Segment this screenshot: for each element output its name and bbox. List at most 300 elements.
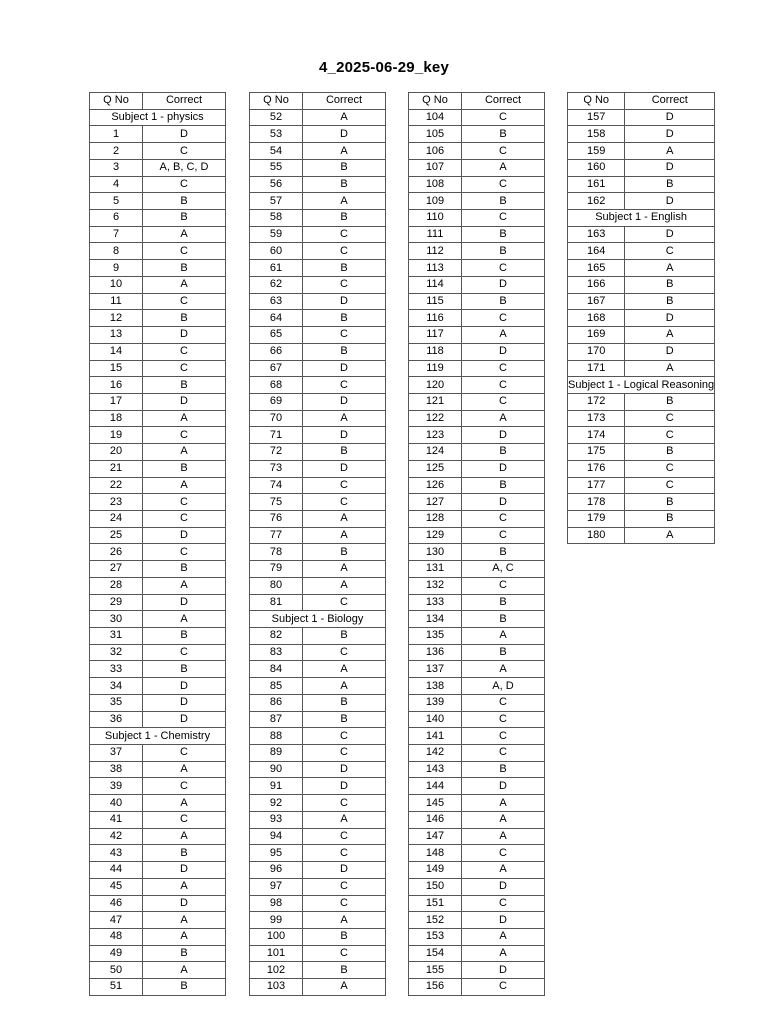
question-number: 176 (568, 460, 625, 477)
correct-answer: B (625, 276, 715, 293)
question-number: 162 (568, 193, 625, 210)
correct-answer: B (462, 293, 545, 310)
correct-answer: A (303, 109, 386, 126)
question-number: 70 (250, 410, 303, 427)
table-row (409, 644, 545, 661)
table-row (90, 427, 226, 444)
question-number: 35 (90, 694, 143, 711)
table-row (250, 561, 386, 578)
question-number: 120 (409, 377, 462, 394)
table-row (250, 761, 386, 778)
question-number: 123 (409, 427, 462, 444)
question-number: 21 (90, 460, 143, 477)
correct-answer: B (625, 293, 715, 310)
question-number: 173 (568, 410, 625, 427)
question-number: 32 (90, 644, 143, 661)
question-number: 107 (409, 159, 462, 176)
table-row (568, 510, 715, 527)
correct-answer: A (143, 444, 226, 461)
correct-answer: B (303, 628, 386, 645)
question-number: 42 (90, 828, 143, 845)
correct-answer: B (303, 176, 386, 193)
table-row (250, 644, 386, 661)
answer-key-table-3 (408, 92, 545, 996)
table-row (409, 260, 545, 277)
question-number: 22 (90, 477, 143, 494)
question-number: 23 (90, 494, 143, 511)
table-row (568, 276, 715, 293)
table-row (250, 494, 386, 511)
question-number: 79 (250, 561, 303, 578)
question-number: 15 (90, 360, 143, 377)
correct-answer: C (462, 845, 545, 862)
question-number: 69 (250, 393, 303, 410)
correct-answer: C (462, 310, 545, 327)
question-number: 92 (250, 795, 303, 812)
table-row (250, 377, 386, 394)
question-number: 54 (250, 143, 303, 160)
question-number: 87 (250, 711, 303, 728)
table-row (90, 343, 226, 360)
correct-answer: B (143, 561, 226, 578)
correct-answer: C (143, 544, 226, 561)
table-row (568, 427, 715, 444)
question-number: 134 (409, 611, 462, 628)
question-number: 175 (568, 444, 625, 461)
question-number: 135 (409, 628, 462, 645)
correct-answer: A (303, 678, 386, 695)
question-number: 131 (409, 561, 462, 578)
table-row (409, 728, 545, 745)
table-row (90, 293, 226, 310)
table-row (409, 862, 545, 879)
table-row (90, 845, 226, 862)
question-number: 106 (409, 143, 462, 160)
table-row (568, 410, 715, 427)
correct-answer: C (143, 176, 226, 193)
table-row (90, 527, 226, 544)
correct-answer: B (143, 845, 226, 862)
table-row (409, 193, 545, 210)
question-number: 171 (568, 360, 625, 377)
correct-answer: A (303, 577, 386, 594)
table-row (409, 126, 545, 143)
table-row (568, 360, 715, 377)
correct-answer: D (303, 360, 386, 377)
question-number: 51 (90, 979, 143, 996)
table-row (90, 962, 226, 979)
table-row (90, 360, 226, 377)
question-number: 126 (409, 477, 462, 494)
table-row (409, 310, 545, 327)
table-row (409, 444, 545, 461)
correct-answer: C (303, 845, 386, 862)
correct-answer: B (143, 260, 226, 277)
table-row (250, 878, 386, 895)
question-number: 96 (250, 862, 303, 879)
question-number: 72 (250, 444, 303, 461)
question-number: 101 (250, 945, 303, 962)
question-number: 94 (250, 828, 303, 845)
table-row (568, 176, 715, 193)
table-row (90, 761, 226, 778)
correct-answer: B (462, 126, 545, 143)
question-number: 147 (409, 828, 462, 845)
correct-answer: C (303, 728, 386, 745)
correct-answer: A (462, 410, 545, 427)
question-number: 37 (90, 745, 143, 762)
table-row (409, 711, 545, 728)
table-row (568, 494, 715, 511)
question-number: 61 (250, 260, 303, 277)
table-row (250, 862, 386, 879)
question-number: 20 (90, 444, 143, 461)
question-number: 142 (409, 745, 462, 762)
table-row (250, 745, 386, 762)
question-number: 100 (250, 928, 303, 945)
question-number: 139 (409, 694, 462, 711)
question-number: 41 (90, 811, 143, 828)
question-number: 150 (409, 878, 462, 895)
question-number: 73 (250, 460, 303, 477)
question-number: 58 (250, 210, 303, 227)
correct-answer: D (143, 678, 226, 695)
question-number: 128 (409, 510, 462, 527)
table-row (90, 393, 226, 410)
question-number: 127 (409, 494, 462, 511)
question-number: 138 (409, 678, 462, 695)
correct-answer: C (462, 711, 545, 728)
correct-answer: B (462, 761, 545, 778)
correct-answer: B (303, 694, 386, 711)
table-row (90, 711, 226, 728)
table-row (250, 109, 386, 126)
correct-answer: A (303, 193, 386, 210)
question-number: 174 (568, 427, 625, 444)
table-row (90, 678, 226, 695)
correct-answer: A (462, 862, 545, 879)
question-number: 74 (250, 477, 303, 494)
question-number: 45 (90, 878, 143, 895)
correct-answer: D (625, 226, 715, 243)
table-row (409, 678, 545, 695)
table-row (409, 143, 545, 160)
table-row (250, 477, 386, 494)
table-row (90, 310, 226, 327)
table-row (250, 711, 386, 728)
table-row (409, 912, 545, 929)
table-row (250, 828, 386, 845)
correct-answer: B (303, 159, 386, 176)
question-number: 40 (90, 795, 143, 812)
question-number: 82 (250, 628, 303, 645)
table-row (568, 327, 715, 344)
question-number: 165 (568, 260, 625, 277)
question-number: 129 (409, 527, 462, 544)
question-number: 115 (409, 293, 462, 310)
correct-answer: C (143, 427, 226, 444)
correct-answer: C (462, 728, 545, 745)
correct-answer: B (462, 444, 545, 461)
question-number: 145 (409, 795, 462, 812)
question-number: 160 (568, 159, 625, 176)
correct-answer: D (143, 862, 226, 879)
correct-answer: D (625, 126, 715, 143)
qno-header: Q No (409, 93, 462, 110)
correct-answer: D (462, 276, 545, 293)
table-row (568, 159, 715, 176)
question-number: 57 (250, 193, 303, 210)
question-number: 3 (90, 159, 143, 176)
table-row (568, 193, 715, 210)
correct-answer: B (625, 444, 715, 461)
table-row (90, 862, 226, 879)
correct-answer: B (462, 477, 545, 494)
correct-answer: C (462, 360, 545, 377)
correct-answer: B (625, 393, 715, 410)
question-number: 36 (90, 711, 143, 728)
section-heading: Subject 1 - physics (90, 109, 226, 126)
table-row (409, 878, 545, 895)
question-number: 170 (568, 343, 625, 360)
table-row (250, 577, 386, 594)
table-row (90, 661, 226, 678)
question-number: 163 (568, 226, 625, 243)
question-number: 125 (409, 460, 462, 477)
correct-answer: A (143, 226, 226, 243)
correct-answer: D (303, 427, 386, 444)
correct-answer: A (303, 912, 386, 929)
table-row (409, 694, 545, 711)
question-number: 63 (250, 293, 303, 310)
correct-answer: B (625, 494, 715, 511)
correct-answer: D (143, 126, 226, 143)
question-number: 67 (250, 360, 303, 377)
correct-answer: B (462, 544, 545, 561)
correct-answer: B (303, 711, 386, 728)
table-row (409, 962, 545, 979)
table-row (90, 327, 226, 344)
correct-answer: A (462, 159, 545, 176)
correct-answer: B (143, 661, 226, 678)
correct-header: Correct (625, 93, 715, 110)
question-number: 105 (409, 126, 462, 143)
correct-header: Correct (303, 93, 386, 110)
table-row (250, 293, 386, 310)
table-row (90, 795, 226, 812)
question-number: 31 (90, 628, 143, 645)
correct-answer: C (625, 427, 715, 444)
table-row (250, 327, 386, 344)
correct-answer: A (625, 527, 715, 544)
correct-answer: A (143, 828, 226, 845)
table-row (250, 193, 386, 210)
question-number: 27 (90, 561, 143, 578)
question-number: 56 (250, 176, 303, 193)
question-number: 109 (409, 193, 462, 210)
table-row (250, 360, 386, 377)
question-number: 143 (409, 761, 462, 778)
question-number: 80 (250, 577, 303, 594)
table-row (250, 310, 386, 327)
table-row (90, 226, 226, 243)
question-number: 66 (250, 343, 303, 360)
question-number: 26 (90, 544, 143, 561)
question-number: 81 (250, 594, 303, 611)
table-row (250, 126, 386, 143)
question-number: 137 (409, 661, 462, 678)
question-number: 167 (568, 293, 625, 310)
question-number: 89 (250, 745, 303, 762)
correct-answer: B (303, 444, 386, 461)
question-number: 62 (250, 276, 303, 293)
qno-header: Q No (90, 93, 143, 110)
question-number: 168 (568, 310, 625, 327)
question-number: 172 (568, 393, 625, 410)
correct-answer: D (143, 694, 226, 711)
question-number: 64 (250, 310, 303, 327)
table-row (409, 393, 545, 410)
question-number: 33 (90, 661, 143, 678)
table-row (409, 544, 545, 561)
question-number: 47 (90, 912, 143, 929)
table-row (90, 594, 226, 611)
correct-answer: C (462, 527, 545, 544)
correct-answer: D (143, 594, 226, 611)
table-row (409, 979, 545, 996)
correct-answer: C (625, 410, 715, 427)
header-row (250, 93, 386, 110)
table-row (90, 644, 226, 661)
question-number: 29 (90, 594, 143, 611)
table-row (250, 912, 386, 929)
correct-answer: A (143, 577, 226, 594)
correct-answer: D (303, 778, 386, 795)
table-row (409, 527, 545, 544)
correct-answer: A (143, 912, 226, 929)
table-row (409, 611, 545, 628)
question-number: 76 (250, 510, 303, 527)
table-row (90, 912, 226, 929)
table-row (250, 928, 386, 945)
header-row (568, 93, 715, 110)
correct-answer: C (462, 109, 545, 126)
correct-answer: C (143, 745, 226, 762)
correct-answer: C (303, 327, 386, 344)
correct-answer: C (143, 778, 226, 795)
correct-answer: A (143, 761, 226, 778)
correct-answer: B (625, 176, 715, 193)
question-number: 17 (90, 393, 143, 410)
correct-answer: A, C (462, 561, 545, 578)
table-row (409, 427, 545, 444)
table-row (250, 962, 386, 979)
correct-answer: D (143, 895, 226, 912)
question-number: 50 (90, 962, 143, 979)
correct-answer: C (462, 210, 545, 227)
correct-answer: D (462, 962, 545, 979)
question-number: 25 (90, 527, 143, 544)
correct-answer: B (303, 310, 386, 327)
table-row (90, 444, 226, 461)
table-row (90, 243, 226, 260)
question-number: 112 (409, 243, 462, 260)
table-row (409, 109, 545, 126)
table-row (409, 410, 545, 427)
question-number: 18 (90, 410, 143, 427)
table-row (409, 945, 545, 962)
correct-answer: C (462, 260, 545, 277)
correct-answer: C (303, 745, 386, 762)
table-row (568, 293, 715, 310)
question-number: 102 (250, 962, 303, 979)
correct-answer: C (143, 510, 226, 527)
table-row (90, 577, 226, 594)
table-row (568, 477, 715, 494)
table-row (568, 109, 715, 126)
correct-answer: C (303, 243, 386, 260)
question-number: 149 (409, 862, 462, 879)
table-row (409, 360, 545, 377)
question-number: 86 (250, 694, 303, 711)
table-row (250, 661, 386, 678)
question-number: 110 (409, 210, 462, 227)
correct-answer: B (143, 460, 226, 477)
table-row (90, 210, 226, 227)
correct-answer: D (462, 343, 545, 360)
question-number: 166 (568, 276, 625, 293)
table-row (409, 494, 545, 511)
table-row (250, 210, 386, 227)
answer-key-table-2 (249, 92, 386, 996)
question-number: 108 (409, 176, 462, 193)
question-number: 179 (568, 510, 625, 527)
correct-answer: D (303, 293, 386, 310)
table-row (409, 745, 545, 762)
correct-answer: D (143, 527, 226, 544)
correct-answer: A (462, 661, 545, 678)
correct-answer: B (303, 210, 386, 227)
table-row (409, 293, 545, 310)
correct-answer: B (143, 193, 226, 210)
table-row (409, 561, 545, 578)
table-row (90, 828, 226, 845)
table-row (409, 795, 545, 812)
correct-answer: D (625, 193, 715, 210)
question-number: 132 (409, 577, 462, 594)
correct-answer: B (462, 594, 545, 611)
question-number: 124 (409, 444, 462, 461)
table-row (250, 159, 386, 176)
question-number: 48 (90, 928, 143, 945)
correct-answer: C (462, 176, 545, 193)
correct-answer: B (303, 260, 386, 277)
question-number: 19 (90, 427, 143, 444)
table-row (90, 510, 226, 527)
question-number: 84 (250, 661, 303, 678)
correct-answer: C (462, 895, 545, 912)
question-number: 164 (568, 243, 625, 260)
question-number: 151 (409, 895, 462, 912)
section-heading: Subject 1 - Logical Reasoning (568, 377, 715, 394)
correct-answer: D (143, 327, 226, 344)
correct-answer: C (143, 811, 226, 828)
correct-answer: A (303, 661, 386, 678)
table-row (568, 226, 715, 243)
table-row (90, 176, 226, 193)
correct-answer: C (303, 226, 386, 243)
correct-answer: C (462, 510, 545, 527)
